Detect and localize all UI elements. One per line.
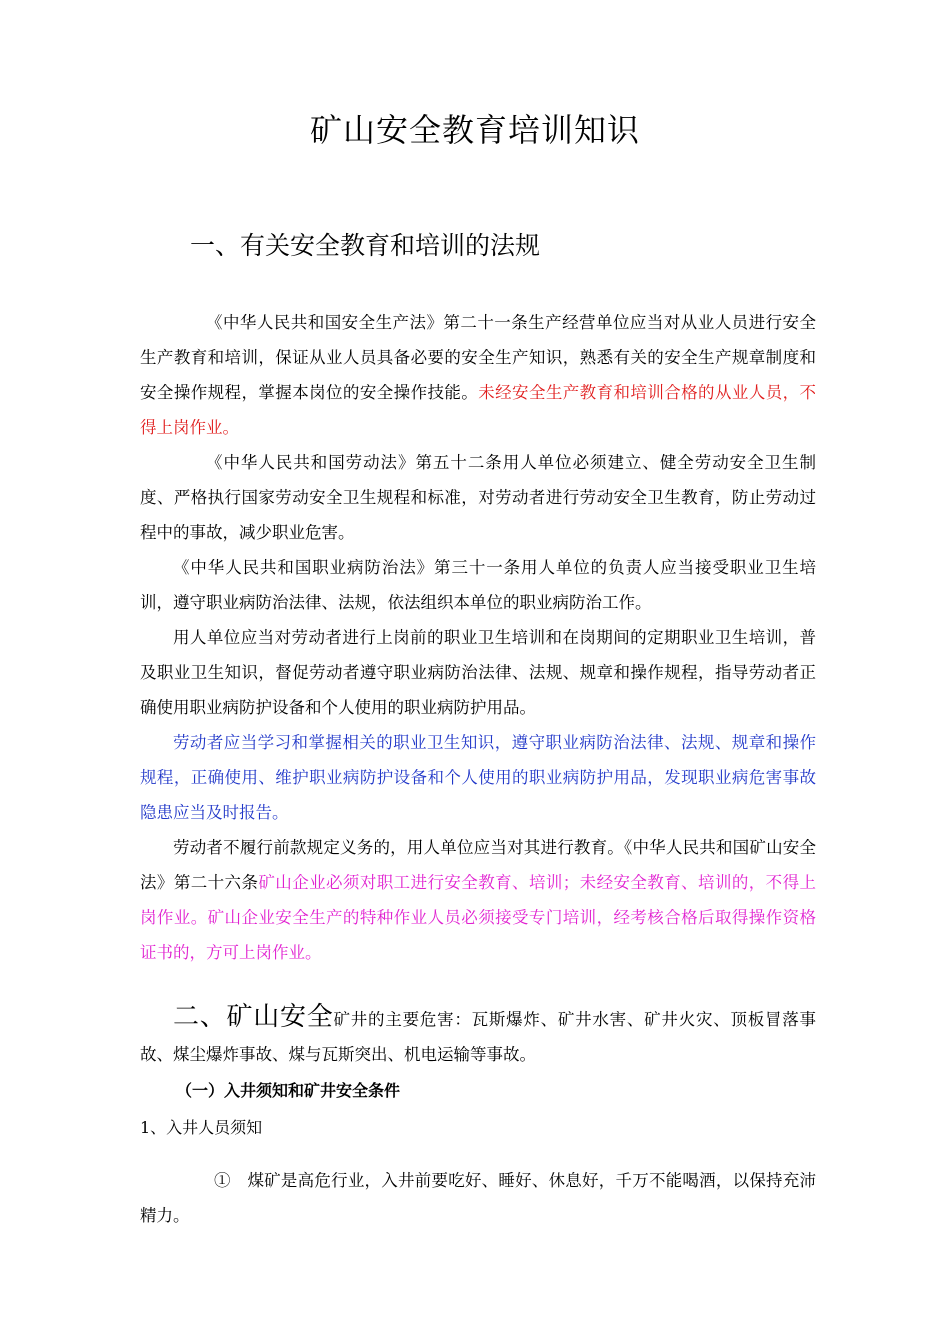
section2-heading: 二、矿山安全 <box>173 1002 334 1032</box>
paragraph-mine-safety-law <box>140 830 816 970</box>
paragraph-text: 矿井的主要危害：瓦斯爆炸、矿井水害、矿井火灾、顶板冒落事故、煤尘爆炸事故、煤与瓦斯突出、机电运输等事故。 <box>140 1010 816 1064</box>
section1-heading: 一、有关安全教育和培训的法规 <box>190 231 541 260</box>
paragraph-text: 《中华人民共和国安全生产法》第二十一条生产经营单位应当对从业人员进行安全生产教育和培训，保证从业人员具备必要的安全生产知识，熟悉有关的安全生产规章制度和安全操作规程，掌握本岗位的安全操作技能。 <box>140 313 816 402</box>
highlighted-text-magenta: 矿山企业必须对职工进行安全教育、培训；未经安全教育、培训的，不得上岗作业。矿山企业安全生产的特种作业人员必须接受专门培训，经考核合格后取得操作资格证书的，方可上岗作业。 <box>140 873 817 962</box>
paragraph-labor-law: 《中华人民共和国劳动法》第五十二条用人单位必须建立、健全劳动安全卫生制度、严格执行国家劳动安全卫生规程和标准，对劳动者进行劳动安全卫生教育，防止劳动过程中的事故，减少职业危害。 <box>140 453 816 542</box>
highlighted-text-red: 未经安全生产教育和培训合格的从业人员，不得上岗作业。 <box>140 383 817 437</box>
subheading-mine-entry: （一）入井须知和矿井安全条件 <box>176 1081 401 1100</box>
list-item-heading: 1、入井人员须知 <box>140 1118 263 1137</box>
paragraph-mine-hazards <box>140 1000 816 1072</box>
paragraph-occupational-disease-law: 《中华人民共和国职业病防治法》第三十一条用人单位的负责人应当接受职业卫生培训，遵守职业病防治法律、法规，依法组织本单位的职业病防治工作。 <box>140 558 816 612</box>
paragraph-item-1: ① 煤矿是高危行业，入井前要吃好、睡好、休息好，千万不能喝酒，以保持充沛精力。 <box>140 1171 816 1225</box>
paragraph-text: 劳动者不履行前款规定义务的，用人单位应当对其进行教育。《中华人民共和国矿山安全法》第二十六条 <box>140 838 816 892</box>
paragraph-safety-production-law <box>140 305 816 445</box>
paragraph-worker-duties: 劳动者应当学习和掌握相关的职业卫生知识，遵守职业病防治法律、法规、规章和操作规程，正确使用、维护职业病防护设备和个人使用的职业病防护用品，发现职业病危害事故隐患应当及时报告。 <box>140 733 816 822</box>
paragraph-employer-training: 用人单位应当对劳动者进行上岗前的职业卫生培训和在岗期间的定期职业卫生培训，普及职业卫生知识，督促劳动者遵守职业病防治法律、法规、规章和操作规程，指导劳动者正确使用职业病防护设备和个人使用的职业病防护用品。 <box>140 628 816 717</box>
document-title: 矿山安全教育培训知识 <box>309 111 640 149</box>
